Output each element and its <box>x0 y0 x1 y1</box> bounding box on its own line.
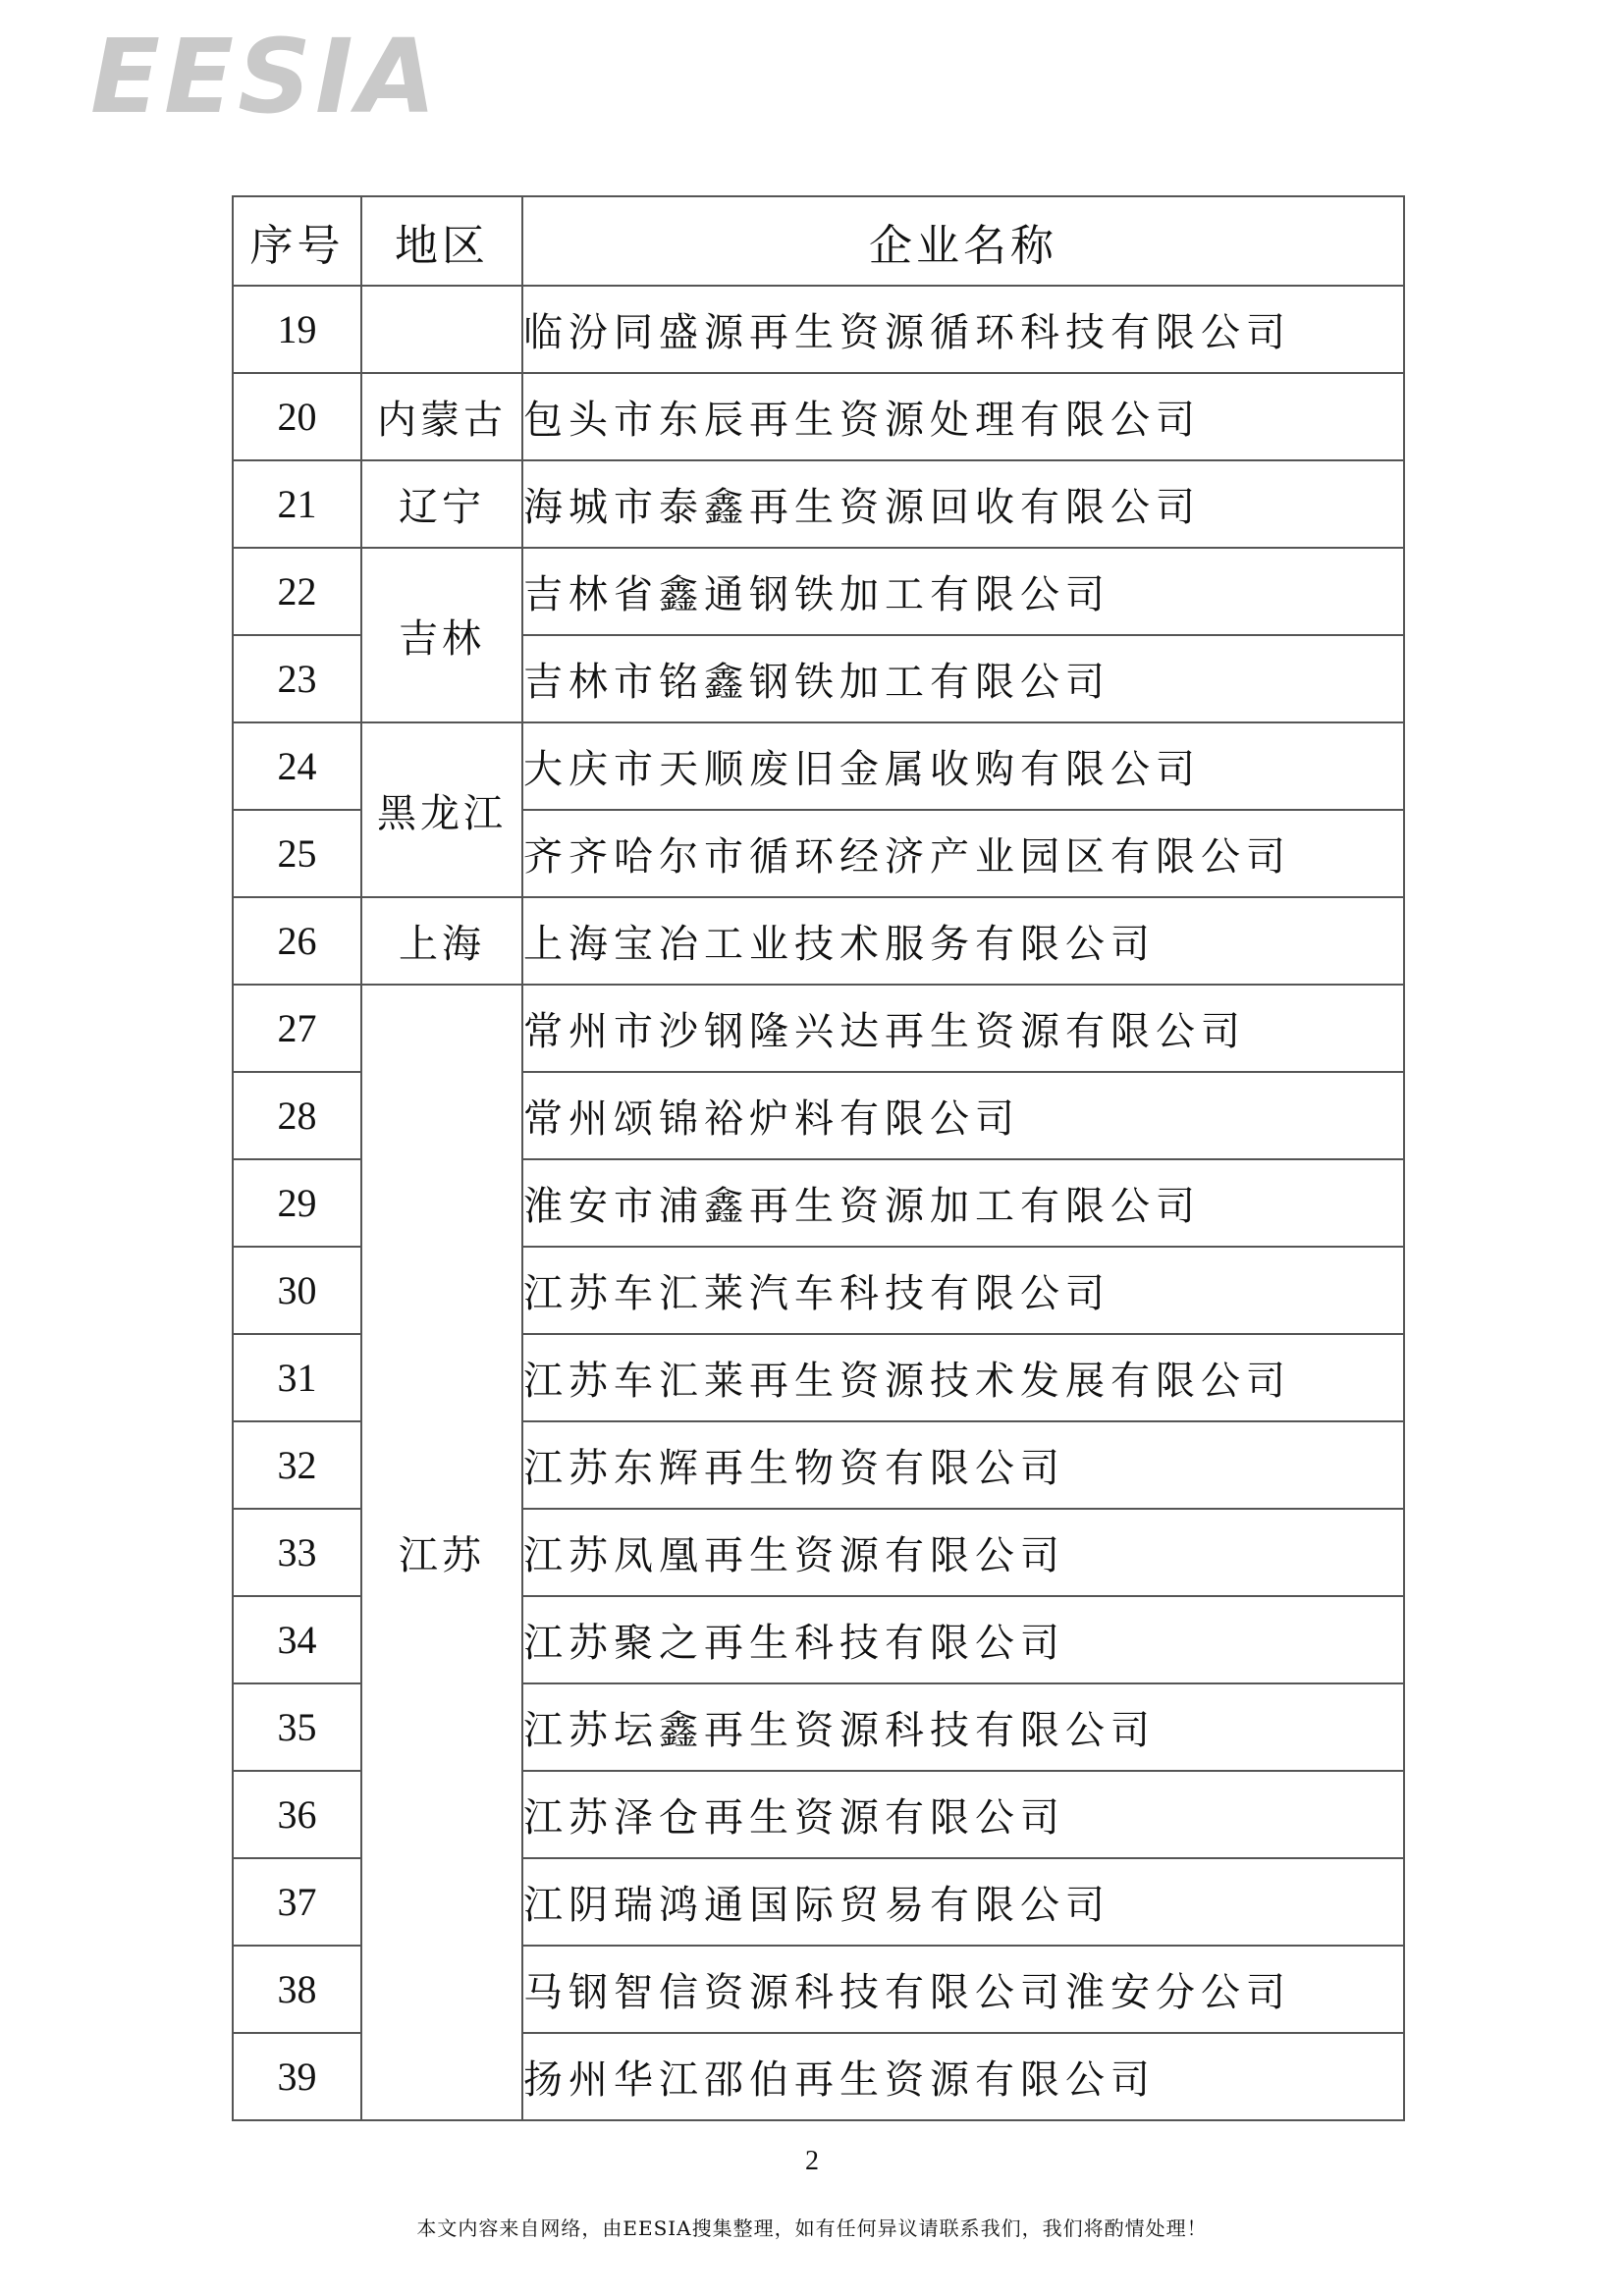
region-cell: 黑龙江 <box>361 722 522 897</box>
row-number: 22 <box>233 548 361 635</box>
table-row <box>233 286 1404 373</box>
row-number: 28 <box>233 1072 361 1159</box>
row-number: 39 <box>233 2033 361 2120</box>
table-body <box>233 286 1404 2120</box>
footer-disclaimer: 本文内容来自网络，由EESIA搜集整理，如有任何异议请联系我们，我们将酌情处理！ <box>416 2216 1208 2240</box>
row-number: 21 <box>233 460 361 548</box>
region-cell: 吉林 <box>361 548 522 722</box>
row-number: 30 <box>233 1247 361 1334</box>
row-number: 25 <box>233 810 361 897</box>
row-number: 33 <box>233 1509 361 1596</box>
table-row <box>233 373 1404 460</box>
enterprise-name: 大庆市天顺废旧金属收购有限公司 <box>522 722 1404 810</box>
page-number: 2 <box>805 2146 819 2176</box>
enterprise-name: 扬州华江邵伯再生资源有限公司 <box>522 2033 1404 2120</box>
row-number: 29 <box>233 1159 361 1247</box>
enterprise-name: 江苏车汇莱再生资源技术发展有限公司 <box>522 1334 1404 1421</box>
enterprise-name: 江苏东辉再生物资有限公司 <box>522 1421 1404 1509</box>
row-number: 32 <box>233 1421 361 1509</box>
table-header-row <box>233 196 1404 286</box>
region-cell: 内蒙古 <box>361 373 522 460</box>
row-number: 23 <box>233 635 361 722</box>
enterprise-name: 齐齐哈尔市循环经济产业园区有限公司 <box>522 810 1404 897</box>
enterprise-name: 吉林市铭鑫钢铁加工有限公司 <box>522 635 1404 722</box>
row-number: 19 <box>233 286 361 373</box>
enterprise-name: 江阴瑞鸿通国际贸易有限公司 <box>522 1858 1404 1946</box>
enterprise-name: 包头市东辰再生资源处理有限公司 <box>522 373 1404 460</box>
enterprise-name: 淮安市浦鑫再生资源加工有限公司 <box>522 1159 1404 1247</box>
enterprise-name: 江苏坛鑫再生资源科技有限公司 <box>522 1683 1404 1771</box>
enterprise-name: 常州市沙钢隆兴达再生资源有限公司 <box>522 985 1404 1072</box>
row-number: 31 <box>233 1334 361 1421</box>
row-number: 37 <box>233 1858 361 1946</box>
region-cell: 上海 <box>361 897 522 985</box>
enterprise-name: 吉林省鑫通钢铁加工有限公司 <box>522 548 1404 635</box>
enterprise-name: 临汾同盛源再生资源循环科技有限公司 <box>522 286 1404 373</box>
header-name: 企业名称 <box>522 196 1404 286</box>
enterprise-name: 上海宝冶工业技术服务有限公司 <box>522 897 1404 985</box>
region-cell: 江苏 <box>361 985 522 2120</box>
row-number: 36 <box>233 1771 361 1858</box>
table-row <box>233 985 1404 1072</box>
row-number: 34 <box>233 1596 361 1683</box>
table-row <box>233 548 1404 635</box>
enterprise-name: 马钢智信资源科技有限公司淮安分公司 <box>522 1946 1404 2033</box>
enterprise-name: 海城市泰鑫再生资源回收有限公司 <box>522 460 1404 548</box>
enterprise-name: 江苏聚之再生科技有限公司 <box>522 1596 1404 1683</box>
table-row <box>233 897 1404 985</box>
header-no: 序号 <box>233 196 361 286</box>
region-cell <box>361 286 522 373</box>
table-row <box>233 722 1404 810</box>
row-number: 20 <box>233 373 361 460</box>
row-number: 35 <box>233 1683 361 1771</box>
enterprise-name: 江苏凤凰再生资源有限公司 <box>522 1509 1404 1596</box>
header-region: 地区 <box>361 196 522 286</box>
enterprise-table <box>232 195 1405 2121</box>
enterprise-name: 江苏泽仓再生资源有限公司 <box>522 1771 1404 1858</box>
row-number: 38 <box>233 1946 361 2033</box>
row-number: 27 <box>233 985 361 1072</box>
table-row <box>233 460 1404 548</box>
row-number: 26 <box>233 897 361 985</box>
eesia-logo: EESIA <box>90 17 441 136</box>
enterprise-name: 江苏车汇莱汽车科技有限公司 <box>522 1247 1404 1334</box>
enterprise-name: 常州颂锦裕炉料有限公司 <box>522 1072 1404 1159</box>
row-number: 24 <box>233 722 361 810</box>
region-cell: 辽宁 <box>361 460 522 548</box>
